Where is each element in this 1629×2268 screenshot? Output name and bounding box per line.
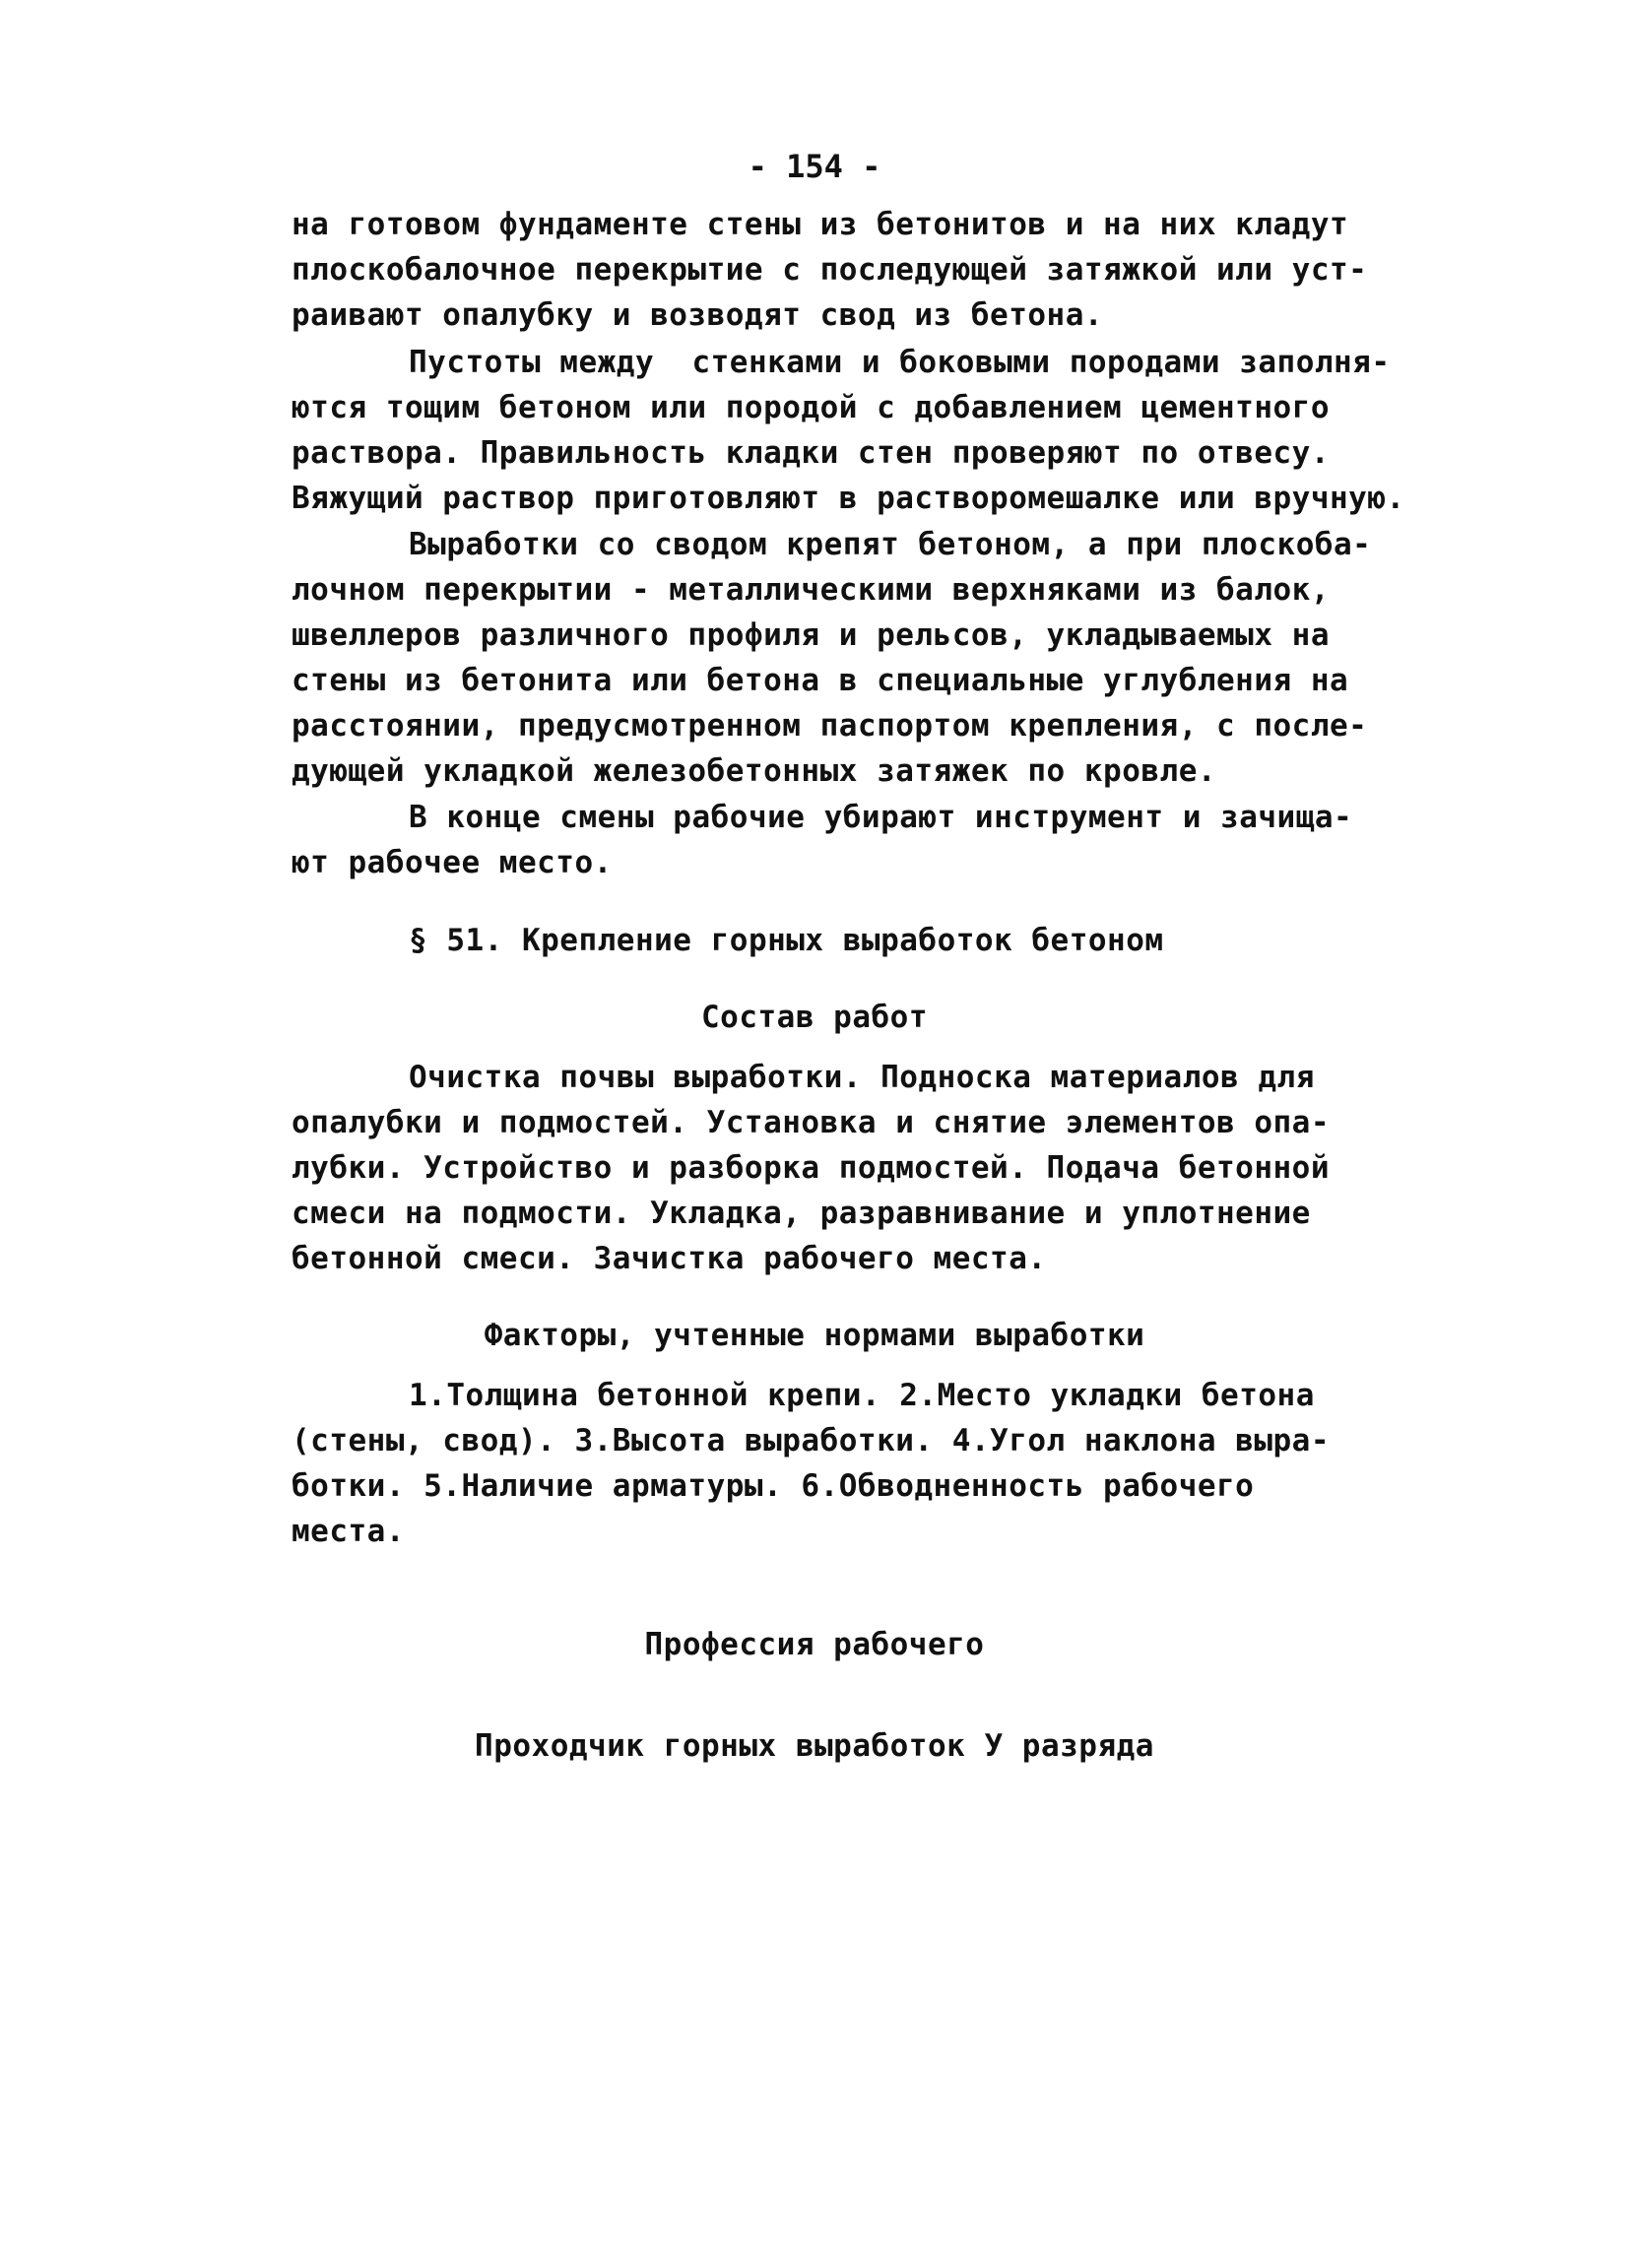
- paragraph-line: плоскобалочное перекрытие с последующей затяжкой или уст-: [292, 252, 1368, 288]
- paragraph-line: Очистка почвы выработки. Подноска материалов для: [409, 1060, 1315, 1095]
- paragraph-line: дующей укладкой железобетонных затяжек по кровле.: [292, 753, 1217, 789]
- paragraph-line: швеллеров различного профиля и рельсов, укладываемых на: [292, 617, 1330, 653]
- paragraph-line: В конце смены рабочие убирают инструмент и зачища-: [409, 800, 1353, 835]
- paragraph-line: лубки. Устройство и разборка подмостей. Подача бетонной: [292, 1150, 1330, 1186]
- paragraph-line: (стены, свод). 3.Высота выработки. 4.Угол наклона выра-: [292, 1423, 1330, 1458]
- paragraph-line: ют рабочее место.: [292, 845, 613, 880]
- paragraph-line: Выработки со сводом крепят бетоном, а при плоскоба-: [409, 527, 1372, 562]
- works-heading: Состав работ: [701, 1000, 928, 1035]
- profession-heading: Профессия рабочего: [644, 1627, 985, 1662]
- paragraph-line: 1.Толщина бетонной крепи. 2.Место укладки бетона: [409, 1378, 1315, 1413]
- paragraph-line: стены из бетонита или бетона в специальные углубления на: [292, 663, 1349, 698]
- paragraph-line: ботки. 5.Наличие арматуры. 6.Обводненность рабочего: [292, 1468, 1255, 1504]
- paragraph-line: ются тощим бетоном или породой с добавлением цементного: [292, 390, 1330, 425]
- paragraph-line: на готовом фундаменте стены из бетонитов и на них кладут: [292, 207, 1349, 242]
- paragraph-line: места.: [292, 1514, 405, 1549]
- paragraph-line: Вяжущий раствор приготовляют в растворомешалке или вручную.: [292, 481, 1405, 516]
- paragraph-line: бетонной смеси. Зачистка рабочего места.: [292, 1241, 1047, 1276]
- paragraph-line: Пустоты между стенками и боковыми породами заполня-: [409, 345, 1391, 380]
- section-title: § 51. Крепление горных выработок бетоном: [409, 923, 1164, 958]
- paragraph-line: раствора. Правильность кладки стен проверяют по отвесу.: [292, 435, 1330, 471]
- paragraph-line: опалубки и подмостей. Установка и снятие элементов опа-: [292, 1105, 1330, 1140]
- page-number: - 154 -: [748, 148, 881, 185]
- paragraph-line: смеси на подмости. Укладка, разравнивание и уплотнение: [292, 1196, 1311, 1231]
- factors-heading: Факторы, учтенные нормами выработки: [484, 1318, 1145, 1353]
- paragraph-line: расстоянии, предусмотренном паспортом крепления, с после-: [292, 708, 1368, 744]
- paragraph-line: раивают опалубку и возводят свод из бетона.: [292, 297, 1104, 333]
- profession-value: Проходчик горных выработок У разряда: [475, 1728, 1154, 1764]
- paragraph-line: лочном перекрытии - металлическими верхняками из балок,: [292, 572, 1330, 608]
